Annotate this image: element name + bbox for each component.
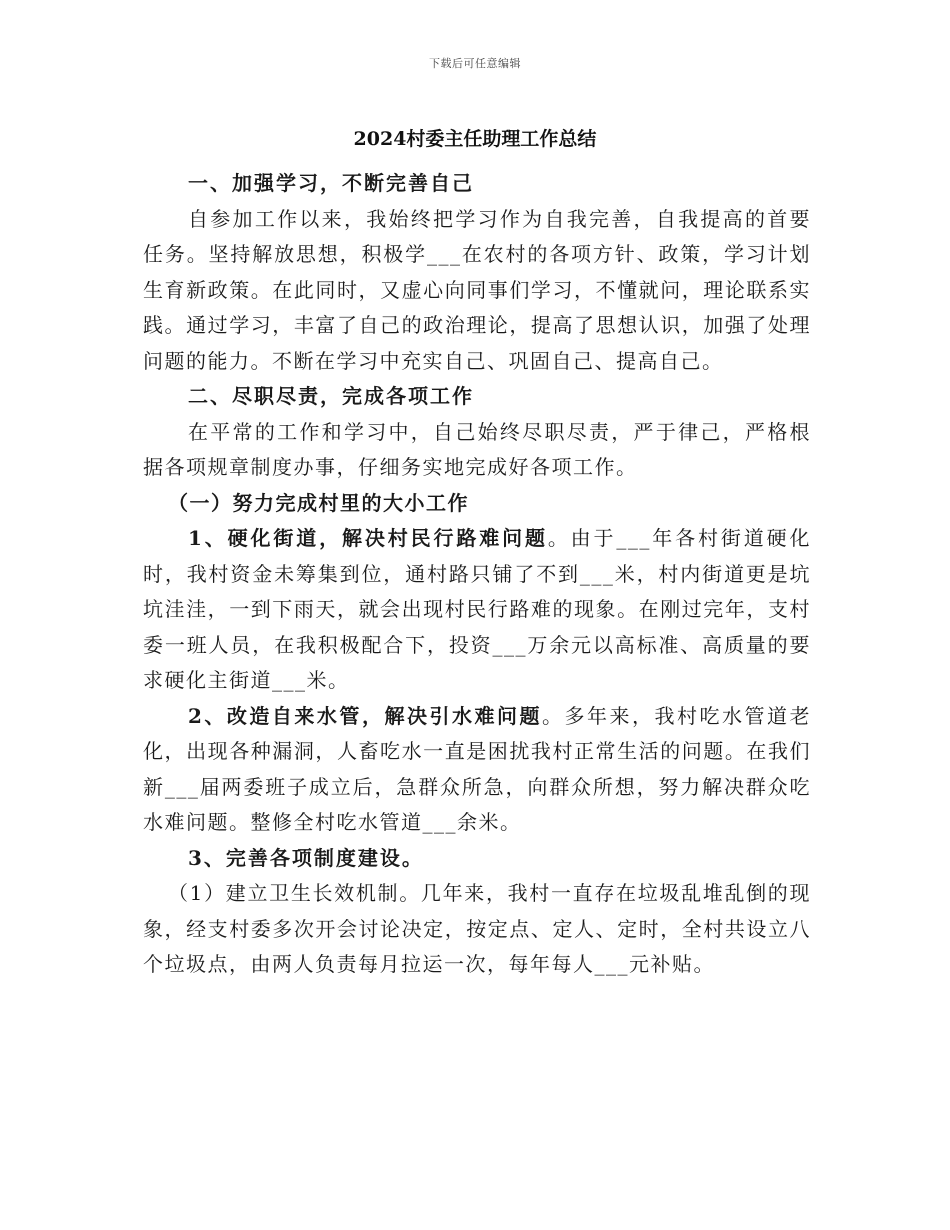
item-1-lead: 1、硬化街道，解决村民行路难问题	[188, 526, 548, 550]
document-body	[143, 166, 811, 983]
page-header-note: 下载后可任意编辑	[429, 57, 521, 70]
item-1-text: 。由于___年各村街道硬化时，我村资金未筹集到位，通村路只铺了不到___米，村内街道更是坑坑洼洼，一到下雨天，就会出现村民行路难的现象。在刚过完年，支村委一班人员，在我积极配合下，投资___万余元以高标准、高质量的要求硬化主街道___米。	[143, 526, 811, 692]
item-3-heading: 3、完善各项制度建设。	[188, 845, 424, 870]
section-1-heading: 一、加强学习，不断完善自己	[188, 171, 474, 195]
section-1-paragraph: 自参加工作以来，我始终把学习作为自我完善，自我提高的首要任务。坚持解放思想，积极学___在农村的各项方针、政策，学习计划生育新政策。在此同时，又虚心向同事们学习，不懂就问，理论联系实践。通过学习，丰富了自己的政治理论，提高了思想认识，加强了处理问题的能力。不断在学习中充实自己、巩固自己、提高自己。	[143, 206, 811, 373]
item-2-paragraph	[143, 699, 811, 841]
item-2-lead: 2、改造自来水管，解决引水难问题	[188, 703, 542, 728]
item-2-text: 。多年来，我村吃水管道老化，出现各种漏洞，人畜吃水一直是困扰我村正常生活的问题。在我们新___届两委班子成立后，急群众所急，向群众所想，努力解决群众吃水难问题。整修全村吃水管道___余米。	[143, 703, 812, 834]
item-1-paragraph	[143, 521, 811, 699]
section-2-heading: 二、尽职尽责，完成各项工作	[188, 384, 474, 408]
section-2-paragraph: 在平常的工作和学习中，自己始终尽职尽责，严于律己，严格根据各项规章制度办事，仔细务实地完成好各项工作。	[143, 419, 811, 479]
document-title: 2024村委主任助理工作总结	[353, 128, 597, 150]
item-3-1-paragraph: （1）建立卫生长效机制。几年来，我村一直存在垃圾乱堆乱倒的现象，经支村委多次开会讨论决定，按定点、定人、定时，全村共设立八个垃圾点，由两人负责每月拉运一次，每年每人___元补贴。	[143, 881, 811, 976]
subsection-1-heading: （一）努力完成村里的大小工作	[168, 490, 469, 515]
